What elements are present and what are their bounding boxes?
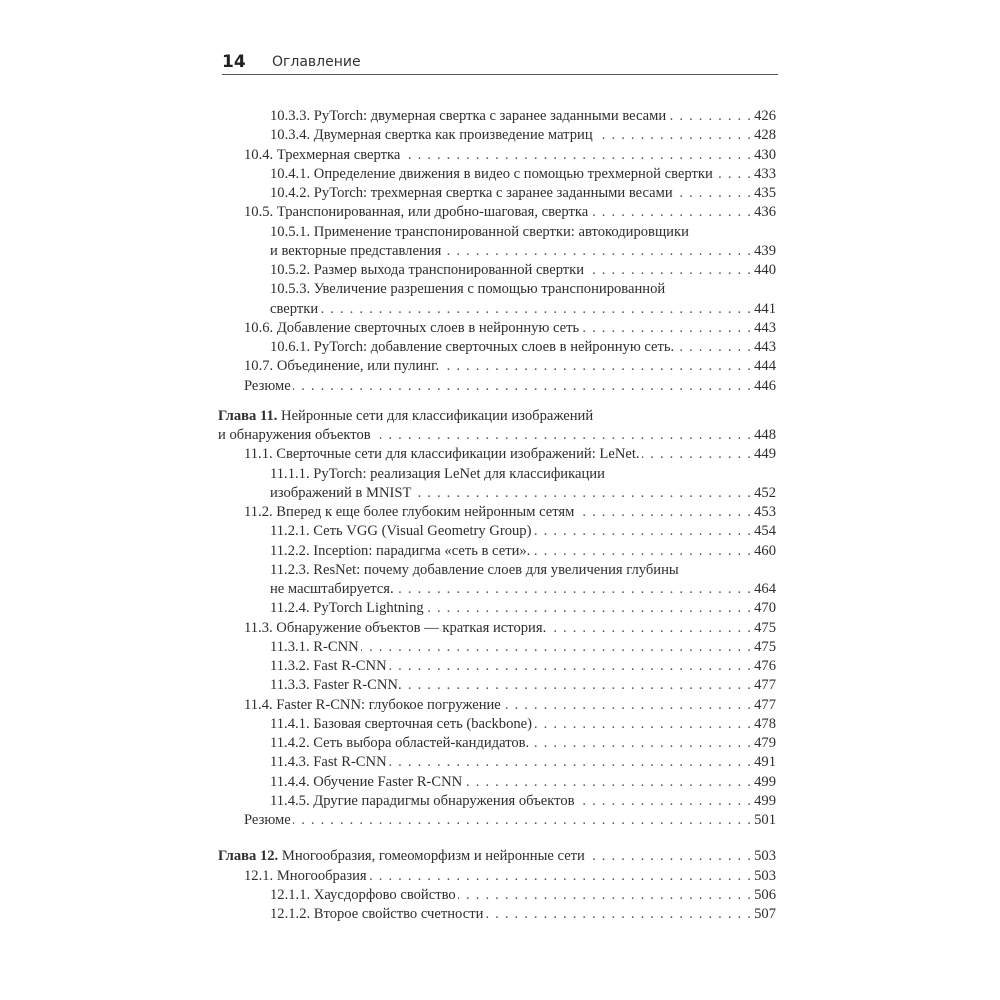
entry-title-wrap [270, 338, 674, 357]
entry-page-number: 501 [754, 812, 776, 828]
toc-entry[interactable] [218, 377, 776, 396]
entry-title: 11.2.3. ResNet: почему добавление слоев для увеличения глубины [270, 561, 679, 578]
dot-leader [503, 696, 752, 715]
dot-leader [320, 300, 752, 319]
entry-row [270, 638, 776, 657]
dot-leader [642, 445, 753, 464]
chapter-label: Глава 12. [218, 848, 279, 865]
toc-entry[interactable] [218, 165, 776, 184]
dot-leader [441, 357, 752, 376]
toc-entry[interactable] [218, 657, 776, 676]
entry-title: 10.6. Добавление сверточных слоев в нейронную сеть [244, 319, 580, 336]
entry-page-number: 446 [754, 377, 776, 394]
dot-leader [590, 203, 752, 222]
toc-entry[interactable] [218, 773, 776, 792]
toc-entry[interactable] [218, 126, 776, 145]
toc-entry[interactable] [218, 753, 776, 772]
dot-leader [293, 377, 752, 396]
dot-leader [396, 580, 752, 599]
entry-title-wrap [218, 847, 585, 866]
dot-leader [293, 811, 752, 830]
entry-row [244, 319, 776, 338]
entry-page-number: 477 [754, 677, 776, 694]
dot-leader [426, 599, 752, 618]
toc-entry[interactable] [218, 184, 776, 203]
entry-page-number: 453 [754, 504, 776, 520]
entry-title-wrap [244, 357, 439, 376]
dot-leader [458, 886, 752, 905]
entry-row [270, 580, 776, 599]
toc-entry[interactable] [218, 522, 776, 541]
dot-leader [443, 242, 752, 261]
entry-title-wrap [270, 261, 584, 280]
entry-row [270, 184, 776, 203]
entry-title-wrap [244, 811, 291, 830]
toc-entry[interactable] [218, 261, 776, 280]
entry-row [244, 696, 776, 715]
toc-entry[interactable] [218, 223, 776, 262]
dot-leader [464, 773, 752, 792]
dot-leader [586, 261, 752, 280]
dot-leader [389, 657, 752, 676]
entry-title-wrap [244, 203, 588, 222]
entry-row [270, 484, 776, 503]
entry-title-wrap [270, 638, 359, 657]
toc-entry[interactable] [218, 734, 776, 753]
table-of-contents [218, 107, 776, 924]
running-header [222, 50, 778, 75]
entry-title-wrap [270, 734, 529, 753]
entry-title-wrap [244, 619, 546, 638]
toc-entry[interactable] [218, 696, 776, 715]
entry-title-continuation: и векторные представления [270, 242, 442, 259]
entry-page-number: 428 [754, 127, 776, 144]
toc-entry[interactable] [218, 599, 776, 618]
entry-title: 11.3.2. Fast R-CNN [270, 658, 387, 674]
entry-title: 11.3.3. Faster R-CNN. [270, 677, 402, 694]
entry-title-wrap [244, 867, 367, 886]
chapter-label: Глава 11. [218, 407, 278, 424]
toc-entry[interactable] [218, 319, 776, 338]
entry-row [270, 338, 776, 357]
entry-title: 10.5.1. Применение транспонированной свертки: автокодировщики [270, 223, 689, 240]
entry-title: Нейронные сети для классификации изображений [277, 407, 594, 424]
dot-leader [577, 792, 753, 811]
entry-page-number: 476 [754, 658, 776, 674]
entry-title-continuation: изображений в MNIST [270, 484, 412, 501]
dot-leader [531, 734, 752, 753]
toc-entry[interactable] [218, 107, 776, 126]
entry-row [244, 357, 776, 376]
toc-entry[interactable] [218, 676, 776, 695]
entry-row [270, 261, 776, 280]
entry-title: 10.3.3. PyTorch: двумерная свертка с заранее заданными весами [270, 108, 667, 124]
entry-title: 11.3. Обнаружение объектов — краткая история. [244, 619, 547, 636]
entry-title-wrap [270, 184, 673, 203]
entry-title: 11.2.1. Сеть VGG (Visual Geometry Group) [270, 523, 532, 540]
dot-leader [587, 847, 752, 866]
toc-entry[interactable] [218, 146, 776, 165]
entry-page-number: 503 [754, 848, 776, 865]
dot-leader [485, 905, 752, 924]
toc-entry[interactable] [218, 542, 776, 561]
dot-leader [369, 867, 752, 886]
entry-title-wrap [244, 503, 574, 522]
entry-row [270, 792, 776, 811]
dot-leader [675, 184, 752, 203]
entry-page-number: 477 [754, 696, 776, 713]
entry-page-number: 470 [754, 600, 776, 617]
toc-entry[interactable] [218, 338, 776, 357]
entry-title-wrap [244, 696, 501, 715]
dot-leader [373, 426, 752, 445]
entry-title: 11.2.2. Inception: парадигма «сеть в сети». [270, 542, 531, 559]
entry-row [244, 867, 776, 886]
dot-leader [548, 619, 752, 638]
entry-page-number: 443 [754, 319, 776, 336]
entry-row [244, 445, 776, 464]
dot-leader [534, 715, 752, 734]
entry-title-wrap [270, 886, 456, 905]
toc-chapter-entry[interactable] [218, 847, 776, 866]
entry-row [270, 542, 776, 561]
entry-row [218, 847, 776, 866]
entry-page-number: 426 [754, 108, 776, 124]
entry-row [270, 886, 776, 905]
entry-page-number: 440 [754, 262, 776, 278]
entry-title: 11.4. Faster R-CNN: глубокое погружение [244, 696, 501, 713]
entry-page-number: 444 [754, 358, 776, 375]
entry-title-wrap [270, 657, 387, 676]
entry-title: 11.4.1. Базовая сверточная сеть (backbone) [270, 715, 533, 732]
entry-page-number: 430 [754, 146, 776, 163]
entry-page-number: 506 [754, 886, 776, 903]
entry-row [270, 753, 776, 772]
toc-entry[interactable] [218, 465, 776, 504]
entry-row [270, 126, 776, 145]
entry-title: 10.5. Транспонированная, или дробно-шаговая, свертка [244, 204, 589, 221]
dot-leader [404, 676, 753, 695]
entry-title: Резюме [244, 812, 291, 828]
entry-title: 10.7. Объединение, или пулинг. [244, 358, 440, 375]
entry-title-wrap [270, 676, 402, 695]
toc-entry[interactable] [218, 638, 776, 657]
entry-page-number: 499 [754, 792, 776, 809]
entry-row [270, 242, 776, 261]
entry-page-number: 460 [754, 542, 776, 559]
entry-title: 11.3.1. R-CNN [270, 638, 359, 655]
entry-title: 10.4. Трехмерная свертка [244, 146, 401, 163]
entry-row [270, 657, 776, 676]
entry-title: 12.1. Многообразия [244, 867, 367, 884]
entry-title-line [270, 280, 776, 299]
dot-leader [402, 146, 752, 165]
entry-page-number: 448 [754, 427, 776, 443]
entry-title-wrap [270, 107, 666, 126]
entry-title: 11.4.2. Сеть выбора областей-кандидатов. [270, 735, 530, 751]
entry-title-wrap [270, 753, 387, 772]
toc-entry[interactable] [218, 561, 776, 600]
entry-page-number: 464 [754, 581, 776, 597]
entry-page-number: 475 [754, 638, 776, 655]
dot-leader [668, 107, 752, 126]
entry-title-line [218, 407, 776, 426]
entry-row [244, 811, 776, 830]
toc-entry[interactable] [218, 203, 776, 222]
entry-title: 11.2. Вперед к еще более глубоким нейронным сетям [244, 504, 575, 520]
entry-row [270, 599, 776, 618]
dot-leader [413, 484, 752, 503]
entry-title-wrap [270, 773, 462, 792]
entry-page-number: 475 [754, 619, 776, 636]
entry-row [244, 503, 776, 522]
dot-leader [595, 126, 752, 145]
entry-row [270, 676, 776, 695]
toc-chapter-entry[interactable] [218, 407, 776, 446]
entry-row [270, 905, 776, 924]
entry-page-number: 491 [754, 754, 776, 771]
entry-row [218, 426, 776, 445]
entry-page-number: 436 [754, 204, 776, 221]
dot-leader [533, 522, 752, 541]
entry-title: 10.5.2. Размер выхода транспонированной свертки [270, 262, 585, 278]
entry-page-number: 433 [754, 165, 776, 182]
entry-title-line [270, 465, 776, 484]
toc-entry[interactable] [218, 811, 776, 830]
entry-page-number: 478 [754, 715, 776, 732]
entry-page-number: 479 [754, 735, 776, 751]
toc-entry[interactable] [218, 619, 776, 638]
entry-page-number: 452 [754, 484, 776, 501]
entry-title-wrap [270, 542, 530, 561]
toc-entry[interactable] [218, 357, 776, 376]
dot-leader [676, 338, 752, 357]
entry-row [270, 715, 776, 734]
toc-entry[interactable] [218, 715, 776, 734]
entry-page-number: 443 [754, 339, 776, 355]
entry-title: Резюме [244, 377, 291, 394]
entry-title: 11.4.5. Другие парадигмы обнаружения объектов [270, 792, 575, 809]
entry-page-number: 441 [754, 300, 776, 317]
entry-page-number: 439 [754, 242, 776, 259]
toc-entry[interactable] [218, 905, 776, 924]
dot-leader [581, 319, 752, 338]
entry-title: 11.4.4. Обучение Faster R-CNN [270, 773, 463, 790]
entry-title-continuation: не масштабируется. [270, 581, 394, 597]
dot-leader [576, 503, 752, 522]
entry-title: Многообразия, гомеоморфизм и нейронные сети [278, 848, 585, 865]
entry-title: 10.3.4. Двумерная свертка как произведение матриц [270, 127, 593, 144]
entry-title-continuation: свертки [270, 300, 319, 317]
entry-page-number: 449 [754, 446, 776, 463]
dot-leader [532, 542, 752, 561]
entry-row [270, 107, 776, 126]
entry-title-line [270, 223, 776, 242]
entry-title-line [270, 561, 776, 580]
entry-row [244, 377, 776, 396]
toc-entry[interactable] [218, 280, 776, 319]
entry-title: 11.1.1. PyTorch: реализация LeNet для классификации [270, 465, 605, 482]
entry-title-wrap [244, 146, 400, 165]
entry-page-number: 435 [754, 185, 776, 201]
header-title: Оглавление [272, 54, 361, 70]
dot-leader [715, 165, 752, 184]
entry-row [244, 619, 776, 638]
entry-title-wrap [244, 319, 579, 338]
entry-title: 10.5.3. Увеличение разрешения с помощью транспонированной [270, 281, 666, 298]
entry-title: 10.6.1. PyTorch: добавление сверточных слоев в нейронную сеть. [270, 339, 675, 355]
dot-leader [361, 638, 752, 657]
entry-title: 11.2.4. PyTorch Lightning [270, 600, 424, 617]
entry-row [270, 300, 776, 319]
entry-title-wrap [270, 522, 531, 541]
entry-title: 10.4.2. PyTorch: трехмерная свертка с заранее заданными весами [270, 185, 673, 201]
entry-page-number: 507 [754, 906, 776, 922]
entry-row [270, 773, 776, 792]
toc-entry[interactable] [218, 445, 776, 464]
entry-page-number: 503 [754, 867, 776, 884]
entry-title: 12.1.2. Второе свойство счетности [270, 906, 484, 922]
toc-entry[interactable] [218, 503, 776, 522]
entry-title: 11.4.3. Fast R-CNN [270, 754, 387, 771]
entry-title-wrap [270, 715, 532, 734]
entry-title: 12.1.1. Хаусдорфово свойство [270, 886, 456, 903]
entry-page-number: 454 [754, 523, 776, 540]
entry-row [244, 146, 776, 165]
entry-title-wrap [270, 165, 713, 184]
entry-title-wrap [244, 445, 640, 464]
entry-title-wrap [270, 599, 424, 618]
entry-title-continuation: и обнаружения объектов [218, 427, 371, 443]
dot-leader [389, 753, 752, 772]
entry-row [270, 165, 776, 184]
entry-page-number: 499 [754, 773, 776, 790]
entry-row [244, 203, 776, 222]
page-number: 14 [222, 52, 246, 72]
entry-title: 10.4.1. Определение движения в видео с помощью трехмерной свертки [270, 165, 713, 182]
entry-title-wrap [270, 905, 483, 924]
entry-row [270, 522, 776, 541]
toc-entry[interactable] [218, 792, 776, 811]
entry-row [270, 734, 776, 753]
entry-title-wrap [244, 377, 291, 396]
toc-entry[interactable] [218, 886, 776, 905]
entry-title-wrap [270, 792, 575, 811]
entry-title-wrap [270, 126, 593, 145]
toc-entry[interactable] [218, 867, 776, 886]
entry-title: 11.1. Сверточные сети для классификации изображений: LeNet. [244, 446, 640, 463]
